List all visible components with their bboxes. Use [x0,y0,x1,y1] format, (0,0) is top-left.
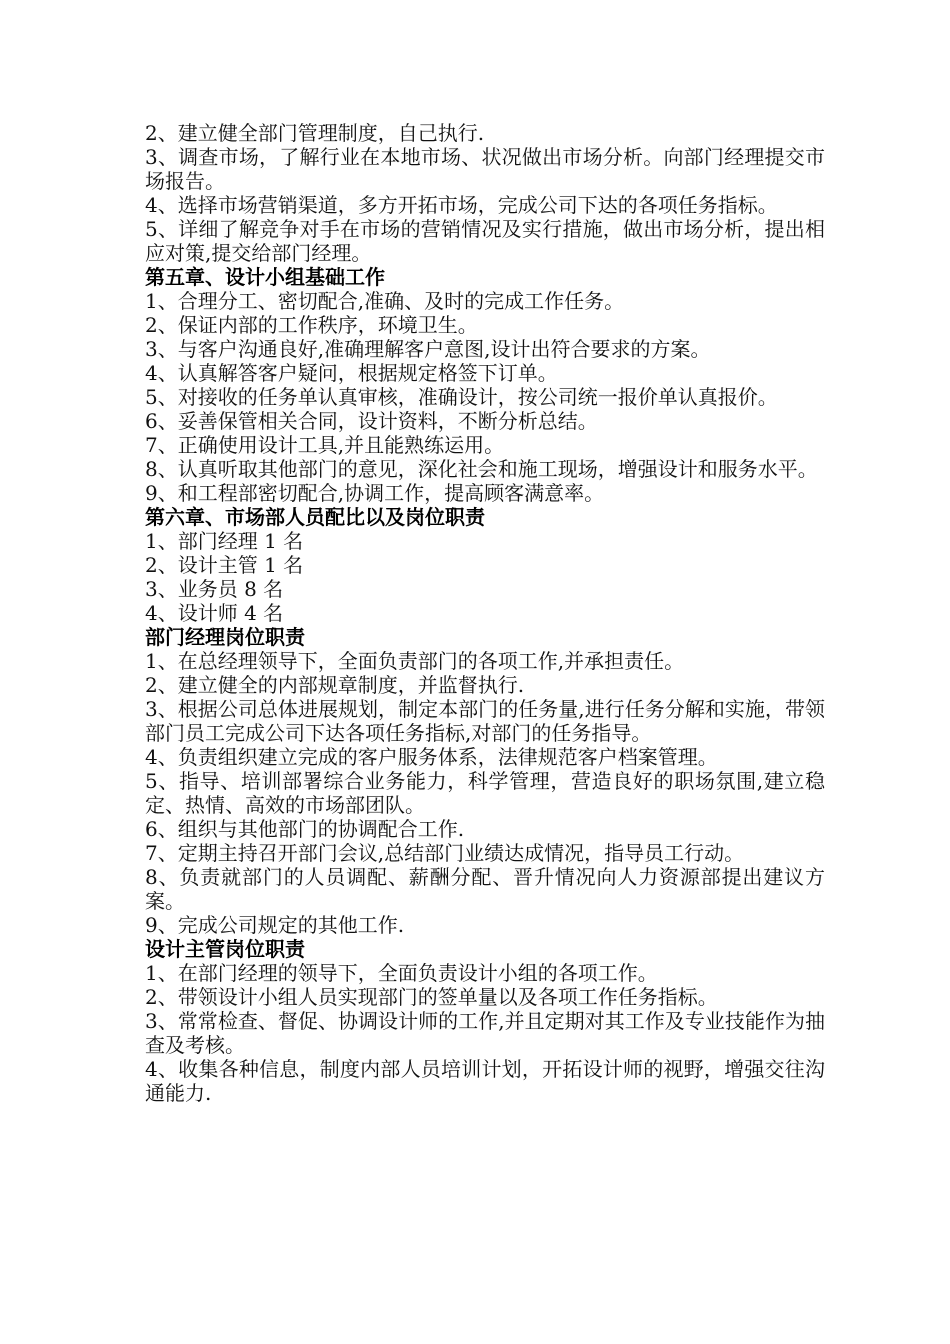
document-body [145,121,825,1105]
list-item: 3、调查市场，了解行业在本地市场、状况做出市场分析。向部门经理提交市场报告。 [145,145,825,193]
list-item: 3、根据公司总体进展规划，制定本部门的任务量,进行任务分解和实施，带领部门员工完成公司下达各项任务指标,对部门的任务指导。 [145,697,825,745]
list-item: 1、合理分工、密切配合,准确、及时的完成工作任务。 [145,289,625,313]
list-item: 3、业务员 8 名 [145,577,284,601]
list-item: 9、完成公司规定的其他工作. [145,913,405,937]
list-item: 2、建立健全的内部规章制度，并监督执行. [145,673,525,697]
list-item: 4、收集各种信息，制度内部人员培训计划，开拓设计师的视野，增强交往沟通能力. [145,1057,825,1105]
list-item: 5、指导、培训部署综合业务能力，科学管理，营造良好的职场氛围,建立稳定、热情、高效的市场部团队。 [145,769,825,817]
list-item: 7、定期主持召开部门会议,总结部门业绩达成情况，指导员工行动。 [145,841,745,865]
chapter-heading: 第六章、市场部人员配比以及岗位职责 [145,505,485,529]
list-item: 4、设计师 4 名 [145,601,284,625]
list-item: 7、正确使用设计工具,并且能熟练运用。 [145,433,505,457]
list-item: 5、对接收的任务单认真审核，准确设计，按公司统一报价单认真报价。 [145,385,778,409]
list-item: 2、带领设计小组人员实现部门的签单量以及各项工作任务指标。 [145,985,718,1009]
list-item: 4、认真解答客户疑问，根据规定格签下订单。 [145,361,558,385]
list-item: 4、负责组织建立完成的客户服务体系，法律规范客户档案管理。 [145,745,718,769]
list-item: 3、与客户沟通良好,准确理解客户意图,设计出符合要求的方案。 [145,337,711,361]
section-heading: 部门经理岗位职责 [145,625,305,649]
list-item: 6、妥善保管相关合同，设计资料，不断分析总结。 [145,409,598,433]
list-item: 2、保证内部的工作秩序，环境卫生。 [145,313,478,337]
list-item: 5、详细了解竞争对手在市场的营销情况及实行措施，做出市场分析，提出相应对策,提交给部门经理。 [145,217,825,265]
list-item: 8、认真听取其他部门的意见，深化社会和施工现场，增强设计和服务水平。 [145,457,818,481]
list-item: 2、设计主管 1 名 [145,553,304,577]
list-item: 1、部门经理 1 名 [145,529,304,553]
list-item: 8、负责就部门的人员调配、薪酬分配、晋升情况向人力资源部提出建议方案。 [145,865,825,913]
list-item: 1、在部门经理的领导下，全面负责设计小组的各项工作。 [145,961,658,985]
section-heading: 设计主管岗位职责 [145,937,305,961]
chapter-heading: 第五章、设计小组基础工作 [145,265,385,289]
list-item: 9、和工程部密切配合,协调工作，提高顾客满意率。 [145,481,605,505]
list-item: 6、组织与其他部门的协调配合工作. [145,817,465,841]
list-item: 2、建立健全部门管理制度，自己执行. [145,121,485,145]
list-item: 1、在总经理领导下，全面负责部门的各项工作,并承担责任。 [145,649,685,673]
list-item: 4、选择市场营销渠道，多方开拓市场，完成公司下达的各项任务指标。 [145,193,778,217]
list-item: 3、常常检查、督促、协调设计师的工作,并且定期对其工作及专业技能作为抽查及考核。 [145,1009,825,1057]
